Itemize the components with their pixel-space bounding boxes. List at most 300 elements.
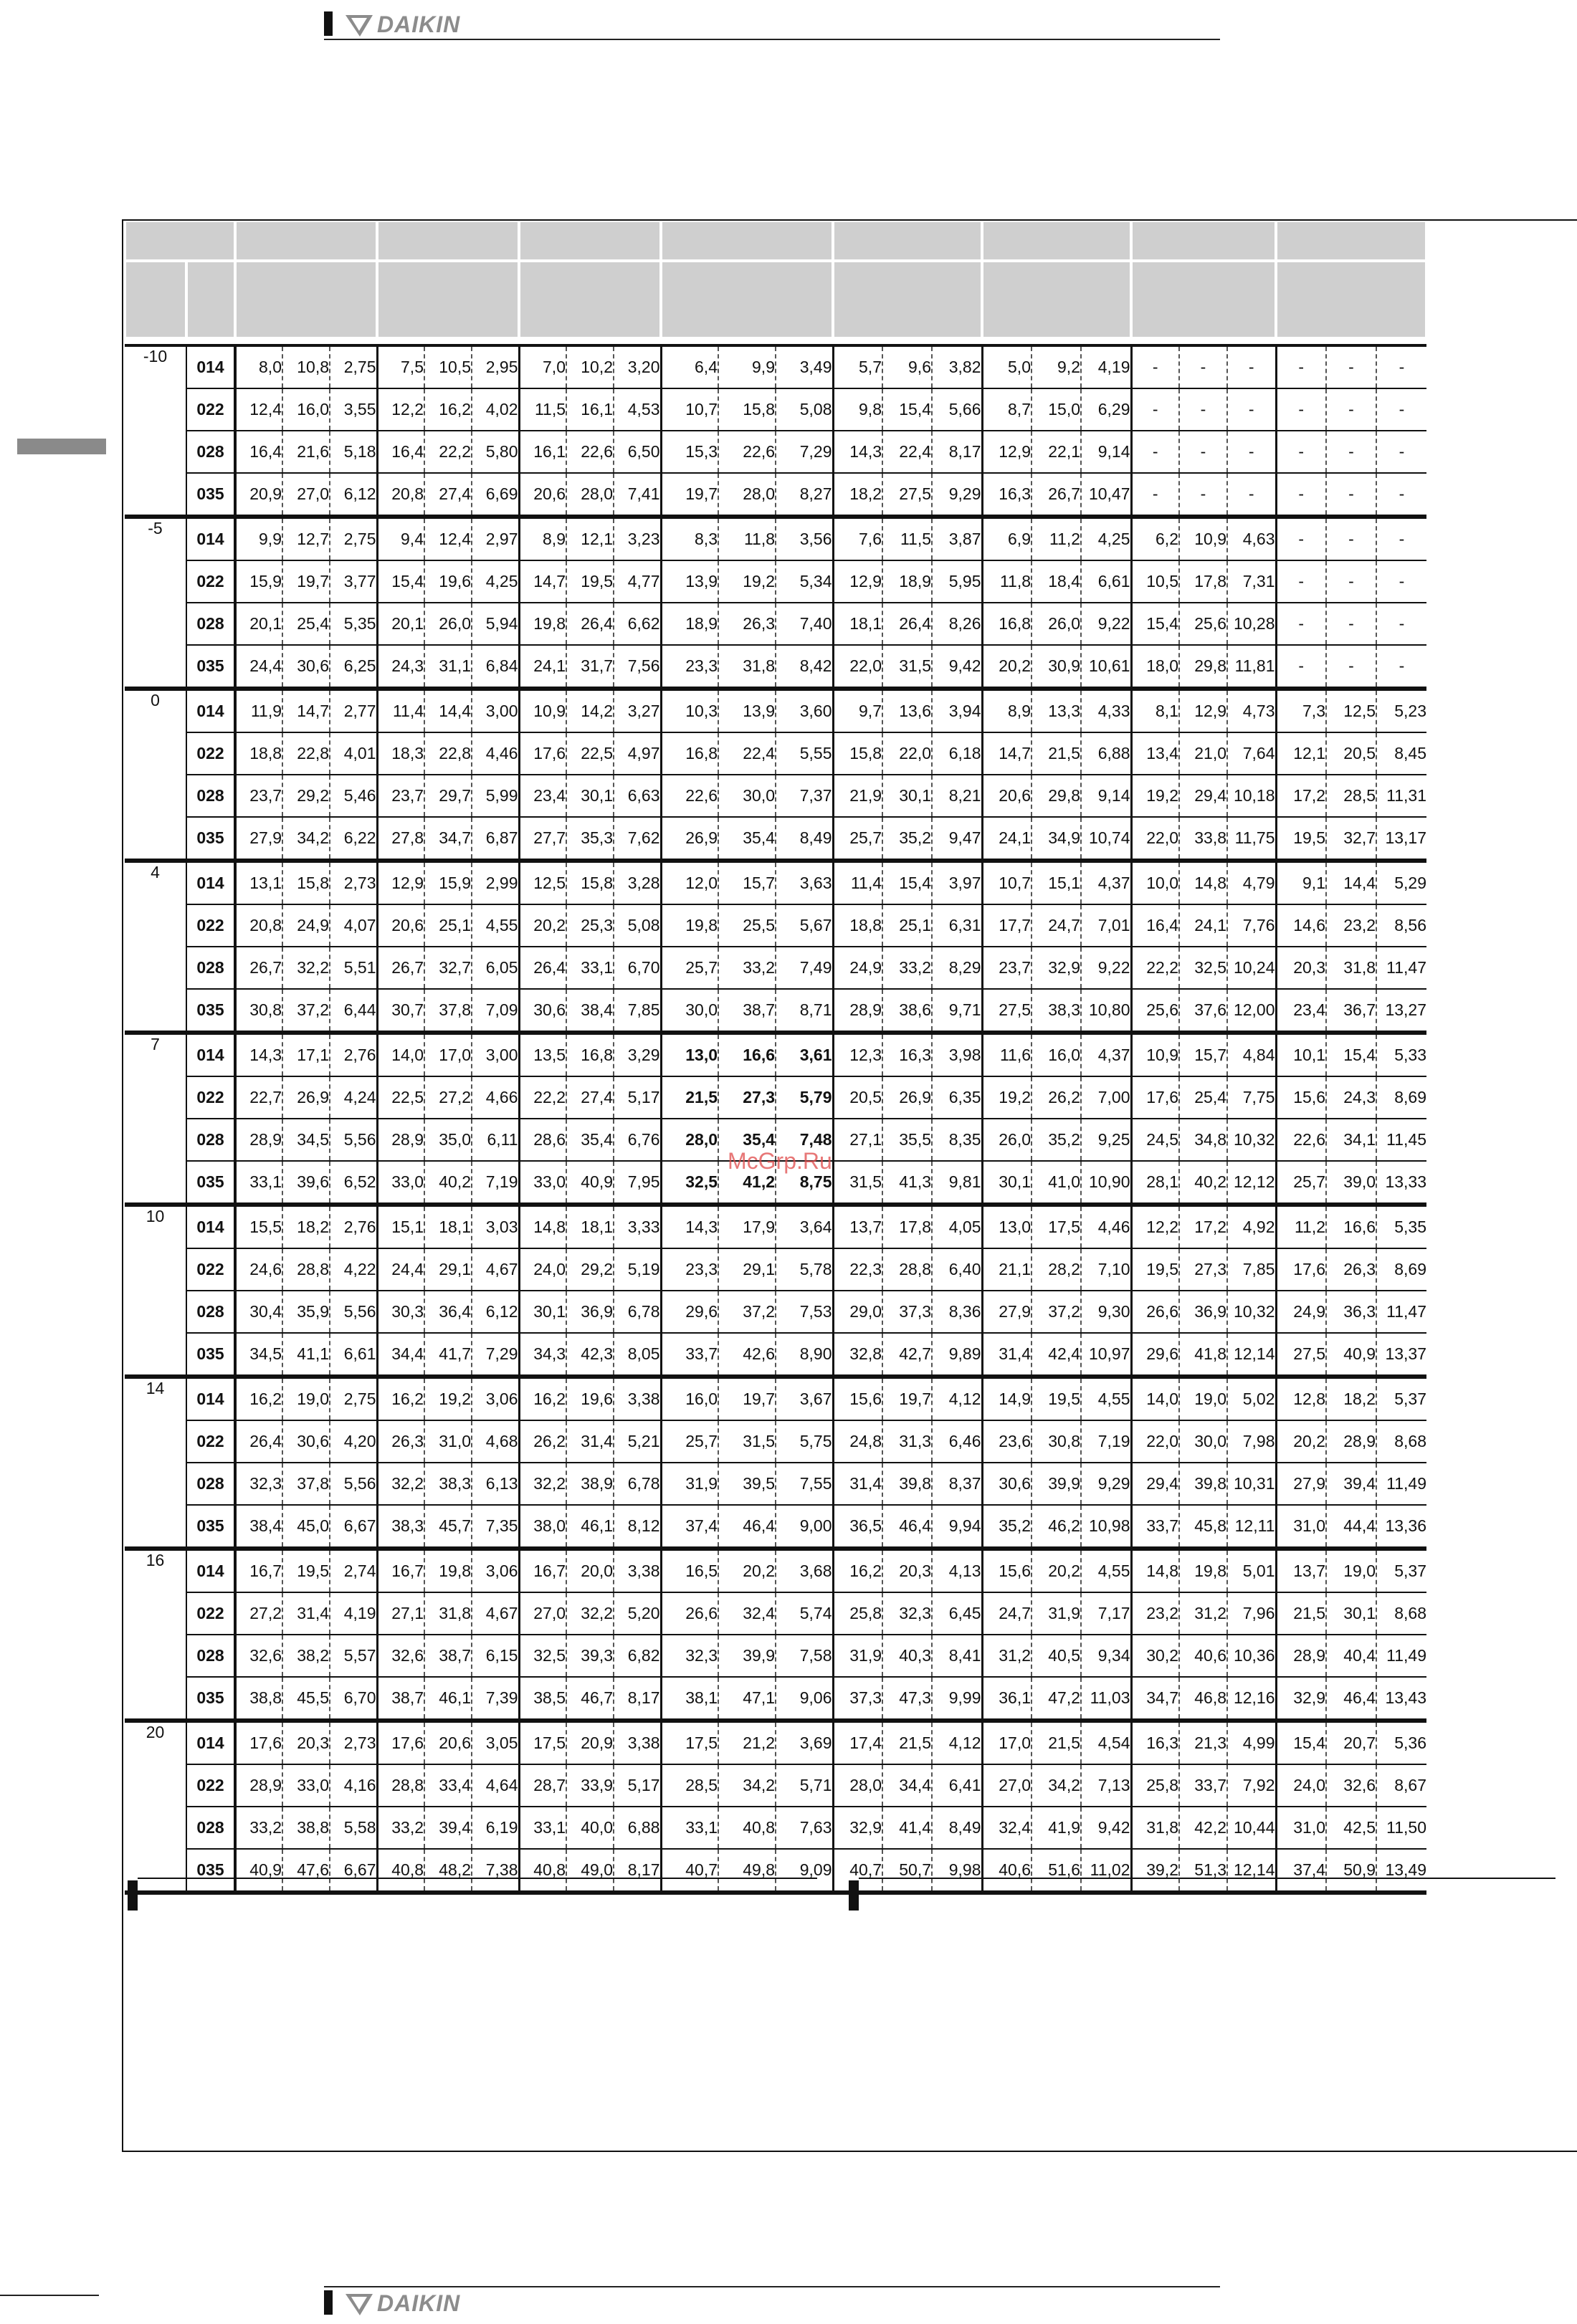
table-row: [125, 1076, 1426, 1119]
value-cell: 27,9: [982, 1291, 1032, 1333]
value-cell: 8,05: [614, 1333, 661, 1377]
value-cell: 5,35: [330, 603, 377, 645]
value-cell: 31,8: [1131, 1807, 1179, 1849]
value-cell: 28,8: [377, 1764, 424, 1807]
value-cell: 8,36: [932, 1291, 982, 1333]
value-cell: 34,4: [882, 1764, 932, 1807]
header-cell: [661, 261, 833, 338]
value-cell: 35,9: [282, 1291, 330, 1333]
value-cell: -: [1179, 388, 1227, 431]
value-cell: 4,02: [472, 388, 519, 431]
value-cell: 6,69: [472, 473, 519, 517]
value-cell: 29,4: [1179, 775, 1227, 817]
value-cell: 9,22: [1081, 947, 1131, 989]
header-cell: [125, 221, 235, 261]
value-cell: 7,40: [776, 603, 833, 645]
value-cell: 20,8: [235, 904, 282, 947]
value-cell: 9,1: [1276, 861, 1326, 904]
value-cell: 4,46: [1081, 1205, 1131, 1248]
footer-logo: [346, 2290, 460, 2317]
value-cell: 19,7: [661, 473, 718, 517]
value-cell: 7,58: [776, 1635, 833, 1677]
table-body: [125, 345, 1426, 1893]
value-cell: 14,0: [1131, 1377, 1179, 1420]
header-cell: [125, 261, 186, 338]
value-cell: 34,2: [1032, 1764, 1081, 1807]
model-cell: 014: [186, 345, 235, 388]
value-cell: 3,63: [776, 861, 833, 904]
value-cell: 29,2: [566, 1248, 614, 1291]
value-cell: 16,2: [424, 388, 472, 431]
value-cell: 28,8: [282, 1248, 330, 1291]
value-cell: 5,23: [1376, 689, 1426, 732]
value-cell: 13,0: [982, 1205, 1032, 1248]
value-cell: 3,28: [614, 861, 661, 904]
value-cell: 33,7: [1179, 1764, 1227, 1807]
model-cell: 028: [186, 775, 235, 817]
value-cell: 27,3: [1179, 1248, 1227, 1291]
value-cell: 9,29: [932, 473, 982, 517]
value-cell: 9,6: [882, 345, 932, 388]
value-cell: -: [1326, 431, 1376, 473]
value-cell: 4,13: [932, 1549, 982, 1592]
value-cell: 46,4: [718, 1505, 776, 1549]
value-cell: 6,11: [472, 1119, 519, 1161]
value-cell: 19,7: [882, 1377, 932, 1420]
value-cell: 4,01: [330, 732, 377, 775]
value-cell: 5,56: [330, 1291, 377, 1333]
value-cell: 36,1: [982, 1677, 1032, 1721]
value-cell: 28,8: [882, 1248, 932, 1291]
value-cell: 26,7: [1032, 473, 1081, 517]
value-cell: 11,5: [519, 388, 566, 431]
value-cell: 5,94: [472, 603, 519, 645]
model-cell: 014: [186, 1721, 235, 1764]
value-cell: 14,7: [982, 732, 1032, 775]
value-cell: 16,1: [519, 431, 566, 473]
value-cell: 8,71: [776, 989, 833, 1033]
value-cell: 9,8: [833, 388, 882, 431]
value-cell: 12,9: [377, 861, 424, 904]
value-cell: 27,0: [982, 1764, 1032, 1807]
value-cell: 2,97: [472, 517, 519, 560]
value-cell: 17,6: [1131, 1076, 1179, 1119]
value-cell: 9,30: [1081, 1291, 1131, 1333]
value-cell: 22,8: [282, 732, 330, 775]
value-cell: 28,2: [1032, 1248, 1081, 1291]
value-cell: 7,31: [1227, 560, 1276, 603]
value-cell: 24,1: [1179, 904, 1227, 947]
header-cell: [833, 221, 982, 261]
value-cell: 39,5: [718, 1463, 776, 1505]
value-cell: 32,5: [1179, 947, 1227, 989]
value-cell: 5,71: [776, 1764, 833, 1807]
value-cell: 27,2: [235, 1592, 282, 1635]
value-cell: 3,05: [472, 1721, 519, 1764]
value-cell: 19,0: [1179, 1377, 1227, 1420]
value-cell: 16,7: [235, 1549, 282, 1592]
value-cell: -: [1179, 345, 1227, 388]
value-cell: -: [1179, 431, 1227, 473]
value-cell: 10,32: [1227, 1119, 1276, 1161]
value-cell: 11,8: [718, 517, 776, 560]
value-cell: 6,61: [1081, 560, 1131, 603]
value-cell: 22,0: [882, 732, 932, 775]
value-cell: 10,7: [661, 388, 718, 431]
page-header: [324, 10, 1220, 40]
value-cell: 13,17: [1376, 817, 1426, 861]
value-cell: 10,3: [661, 689, 718, 732]
value-cell: 28,5: [661, 1764, 718, 1807]
value-cell: 7,85: [614, 989, 661, 1033]
model-cell: 035: [186, 473, 235, 517]
value-cell: 2,75: [330, 345, 377, 388]
value-cell: 9,09: [776, 1849, 833, 1893]
value-cell: 21,9: [833, 775, 882, 817]
value-cell: 34,8: [1179, 1119, 1227, 1161]
value-cell: 12,8: [1276, 1377, 1326, 1420]
value-cell: 28,9: [833, 989, 882, 1033]
value-cell: 11,45: [1376, 1119, 1426, 1161]
value-cell: 2,76: [330, 1033, 377, 1076]
value-cell: 17,5: [519, 1721, 566, 1764]
value-cell: 7,62: [614, 817, 661, 861]
value-cell: 8,45: [1376, 732, 1426, 775]
value-cell: 4,68: [472, 1420, 519, 1463]
value-cell: 4,97: [614, 732, 661, 775]
value-cell: 10,0: [1131, 861, 1179, 904]
header-cell: [235, 221, 377, 261]
table-row: [125, 517, 1426, 560]
value-cell: 42,2: [1179, 1807, 1227, 1849]
value-cell: 4,64: [472, 1764, 519, 1807]
value-cell: 33,9: [566, 1764, 614, 1807]
value-cell: 19,5: [1276, 817, 1326, 861]
value-cell: 8,56: [1376, 904, 1426, 947]
value-cell: 5,67: [776, 904, 833, 947]
value-cell: 9,9: [235, 517, 282, 560]
value-cell: 11,9: [235, 689, 282, 732]
value-cell: 26,3: [377, 1420, 424, 1463]
value-cell: 12,4: [235, 388, 282, 431]
header-cell: [833, 261, 982, 338]
value-cell: -: [1326, 473, 1376, 517]
value-cell: 26,6: [661, 1592, 718, 1635]
value-cell: 39,4: [1326, 1463, 1376, 1505]
value-cell: 24,3: [1326, 1076, 1376, 1119]
value-cell: 30,0: [661, 989, 718, 1033]
value-cell: -: [1131, 473, 1179, 517]
value-cell: 26,6: [1131, 1291, 1179, 1333]
value-cell: 6,78: [614, 1463, 661, 1505]
value-cell: 21,1: [982, 1248, 1032, 1291]
value-cell: 14,9: [982, 1377, 1032, 1420]
value-cell: 3,20: [614, 345, 661, 388]
value-cell: 30,1: [519, 1291, 566, 1333]
value-cell: 31,4: [833, 1463, 882, 1505]
value-cell: 14,4: [424, 689, 472, 732]
table-row: [125, 345, 1426, 388]
value-cell: 47,1: [718, 1677, 776, 1721]
value-cell: 13,36: [1376, 1505, 1426, 1549]
value-cell: 6,2: [1131, 517, 1179, 560]
value-cell: 8,69: [1376, 1076, 1426, 1119]
value-cell: 2,99: [472, 861, 519, 904]
value-cell: 34,3: [519, 1333, 566, 1377]
value-cell: 23,4: [519, 775, 566, 817]
value-cell: 4,19: [330, 1592, 377, 1635]
value-cell: 46,1: [566, 1505, 614, 1549]
value-cell: 26,4: [519, 947, 566, 989]
value-cell: 3,68: [776, 1549, 833, 1592]
value-cell: 35,0: [424, 1119, 472, 1161]
value-cell: 25,8: [833, 1592, 882, 1635]
value-cell: 18,2: [282, 1205, 330, 1248]
value-cell: 16,4: [377, 431, 424, 473]
value-cell: 17,9: [718, 1205, 776, 1248]
value-cell: -: [1131, 431, 1179, 473]
value-cell: 5,58: [330, 1807, 377, 1849]
value-cell: 10,9: [519, 689, 566, 732]
value-cell: 30,1: [882, 775, 932, 817]
value-cell: 7,64: [1227, 732, 1276, 775]
value-cell: 3,06: [472, 1377, 519, 1420]
header-brand: DAIKIN: [377, 11, 461, 37]
value-cell: 51,6: [1032, 1849, 1081, 1893]
value-cell: 22,0: [1131, 1420, 1179, 1463]
value-cell: 38,3: [424, 1463, 472, 1505]
value-cell: 10,74: [1081, 817, 1131, 861]
value-cell: 29,4: [1131, 1463, 1179, 1505]
value-cell: 19,0: [1326, 1549, 1376, 1592]
value-cell: 14,8: [519, 1205, 566, 1248]
value-cell: 10,97: [1081, 1333, 1131, 1377]
table-row: [125, 1291, 1426, 1333]
value-cell: 31,0: [1276, 1807, 1326, 1849]
value-cell: 38,4: [235, 1505, 282, 1549]
value-cell: 19,2: [718, 560, 776, 603]
value-cell: 3,69: [776, 1721, 833, 1764]
table-row: [125, 1807, 1426, 1849]
value-cell: 32,6: [1326, 1764, 1376, 1807]
value-cell: 35,4: [718, 1119, 776, 1161]
value-cell: 6,67: [330, 1505, 377, 1549]
value-cell: 22,4: [718, 732, 776, 775]
value-cell: 4,12: [932, 1377, 982, 1420]
value-cell: 12,14: [1227, 1849, 1276, 1893]
value-cell: 40,8: [718, 1807, 776, 1849]
value-cell: -: [1276, 473, 1326, 517]
value-cell: 30,0: [1179, 1420, 1227, 1463]
value-cell: 27,1: [377, 1592, 424, 1635]
value-cell: 26,7: [377, 947, 424, 989]
value-cell: -: [1326, 345, 1376, 388]
value-cell: 37,2: [718, 1291, 776, 1333]
value-cell: 11,5: [882, 517, 932, 560]
value-cell: 3,94: [932, 689, 982, 732]
value-cell: 40,5: [1032, 1635, 1081, 1677]
note-right-bar: [849, 1880, 859, 1911]
value-cell: 10,9: [1179, 517, 1227, 560]
value-cell: 11,8: [982, 560, 1032, 603]
value-cell: 18,0: [1131, 645, 1179, 689]
value-cell: 4,25: [1081, 517, 1131, 560]
value-cell: 33,2: [882, 947, 932, 989]
value-cell: 28,0: [566, 473, 614, 517]
model-cell: 028: [186, 947, 235, 989]
value-cell: 3,27: [614, 689, 661, 732]
value-cell: 32,6: [235, 1635, 282, 1677]
value-cell: 21,3: [1179, 1721, 1227, 1764]
value-cell: 18,2: [833, 473, 882, 517]
value-cell: 20,3: [282, 1721, 330, 1764]
value-cell: 6,88: [614, 1807, 661, 1849]
value-cell: 40,6: [982, 1849, 1032, 1893]
value-cell: 5,02: [1227, 1377, 1276, 1420]
value-cell: 5,55: [776, 732, 833, 775]
value-cell: 7,38: [472, 1849, 519, 1893]
value-cell: 10,61: [1081, 645, 1131, 689]
value-cell: 4,16: [330, 1764, 377, 1807]
value-cell: 2,77: [330, 689, 377, 732]
value-cell: 28,0: [661, 1119, 718, 1161]
value-cell: 14,3: [661, 1205, 718, 1248]
value-cell: 47,3: [882, 1677, 932, 1721]
value-cell: 22,6: [566, 431, 614, 473]
value-cell: 5,78: [776, 1248, 833, 1291]
value-cell: 7,17: [1081, 1592, 1131, 1635]
value-cell: 31,2: [982, 1635, 1032, 1677]
value-cell: 34,2: [282, 817, 330, 861]
value-cell: 16,2: [377, 1377, 424, 1420]
value-cell: 33,7: [1131, 1505, 1179, 1549]
value-cell: 39,6: [282, 1161, 330, 1205]
value-cell: 30,1: [566, 775, 614, 817]
model-cell: 035: [186, 1677, 235, 1721]
value-cell: 10,47: [1081, 473, 1131, 517]
value-cell: 19,7: [718, 1377, 776, 1420]
value-cell: 20,6: [982, 775, 1032, 817]
value-cell: 24,4: [235, 645, 282, 689]
value-cell: 31,4: [282, 1592, 330, 1635]
value-cell: 11,2: [1276, 1205, 1326, 1248]
value-cell: 41,1: [282, 1333, 330, 1377]
value-cell: 10,2: [566, 345, 614, 388]
value-cell: 41,8: [1179, 1333, 1227, 1377]
value-cell: 19,5: [1032, 1377, 1081, 1420]
table-row: [125, 1205, 1426, 1248]
value-cell: 15,9: [235, 560, 282, 603]
value-cell: 21,6: [282, 431, 330, 473]
header-cell: [1276, 221, 1426, 261]
value-cell: 41,2: [718, 1161, 776, 1205]
value-cell: 4,20: [330, 1420, 377, 1463]
value-cell: 6,9: [982, 517, 1032, 560]
value-cell: 32,9: [833, 1807, 882, 1849]
value-cell: 31,4: [982, 1333, 1032, 1377]
value-cell: -: [1276, 603, 1326, 645]
value-cell: 9,22: [1081, 603, 1131, 645]
value-cell: 4,79: [1227, 861, 1276, 904]
value-cell: -: [1376, 517, 1426, 560]
value-cell: 4,37: [1081, 861, 1131, 904]
value-cell: 7,13: [1081, 1764, 1131, 1807]
value-cell: 36,4: [424, 1291, 472, 1333]
value-cell: 5,37: [1376, 1377, 1426, 1420]
value-cell: 29,8: [1032, 775, 1081, 817]
value-cell: 30,6: [282, 645, 330, 689]
value-cell: 38,1: [661, 1677, 718, 1721]
value-cell: 6,05: [472, 947, 519, 989]
value-cell: -: [1276, 345, 1326, 388]
value-cell: 31,0: [424, 1420, 472, 1463]
value-cell: 10,24: [1227, 947, 1276, 989]
value-cell: 3,56: [776, 517, 833, 560]
value-cell: 15,6: [833, 1377, 882, 1420]
value-cell: 38,0: [519, 1505, 566, 1549]
value-cell: 10,5: [1131, 560, 1179, 603]
value-cell: 33,4: [424, 1764, 472, 1807]
value-cell: 6,22: [330, 817, 377, 861]
value-cell: 4,63: [1227, 517, 1276, 560]
note-right-rule: [859, 1878, 1555, 1879]
value-cell: 4,22: [330, 1248, 377, 1291]
value-cell: -: [1376, 388, 1426, 431]
table-row: [125, 1721, 1426, 1764]
value-cell: 9,34: [1081, 1635, 1131, 1677]
value-cell: 24,1: [519, 645, 566, 689]
value-cell: 38,6: [882, 989, 932, 1033]
value-cell: 25,7: [661, 947, 718, 989]
value-cell: 17,2: [1276, 775, 1326, 817]
value-cell: 28,7: [519, 1764, 566, 1807]
value-cell: 6,31: [932, 904, 982, 947]
temperature-cell: -5: [125, 517, 186, 689]
value-cell: 21,0: [1179, 732, 1227, 775]
value-cell: 16,0: [282, 388, 330, 431]
value-cell: 12,14: [1227, 1333, 1276, 1377]
value-cell: 30,8: [235, 989, 282, 1033]
value-cell: 30,7: [377, 989, 424, 1033]
value-cell: -: [1276, 517, 1326, 560]
model-cell: 035: [186, 817, 235, 861]
model-cell: 022: [186, 1076, 235, 1119]
value-cell: 3,03: [472, 1205, 519, 1248]
value-cell: -: [1276, 388, 1326, 431]
table-row: [125, 603, 1426, 645]
value-cell: 14,7: [519, 560, 566, 603]
model-cell: 035: [186, 1849, 235, 1893]
model-cell: 035: [186, 645, 235, 689]
value-cell: 15,7: [1179, 1033, 1227, 1076]
table-row: [125, 388, 1426, 431]
value-cell: 19,6: [566, 1377, 614, 1420]
value-cell: 14,0: [377, 1033, 424, 1076]
footer-bar: [324, 2290, 333, 2315]
value-cell: 13,27: [1376, 989, 1426, 1033]
value-cell: 26,0: [424, 603, 472, 645]
value-cell: 7,96: [1227, 1592, 1276, 1635]
value-cell: 2,76: [330, 1205, 377, 1248]
value-cell: 6,70: [614, 947, 661, 989]
header-cell: [1131, 221, 1276, 261]
value-cell: 8,69: [1376, 1248, 1426, 1291]
value-cell: 37,2: [282, 989, 330, 1033]
value-cell: 7,5: [377, 345, 424, 388]
value-cell: 29,0: [833, 1291, 882, 1333]
header-bar: [324, 11, 333, 36]
value-cell: 37,2: [1032, 1291, 1081, 1333]
